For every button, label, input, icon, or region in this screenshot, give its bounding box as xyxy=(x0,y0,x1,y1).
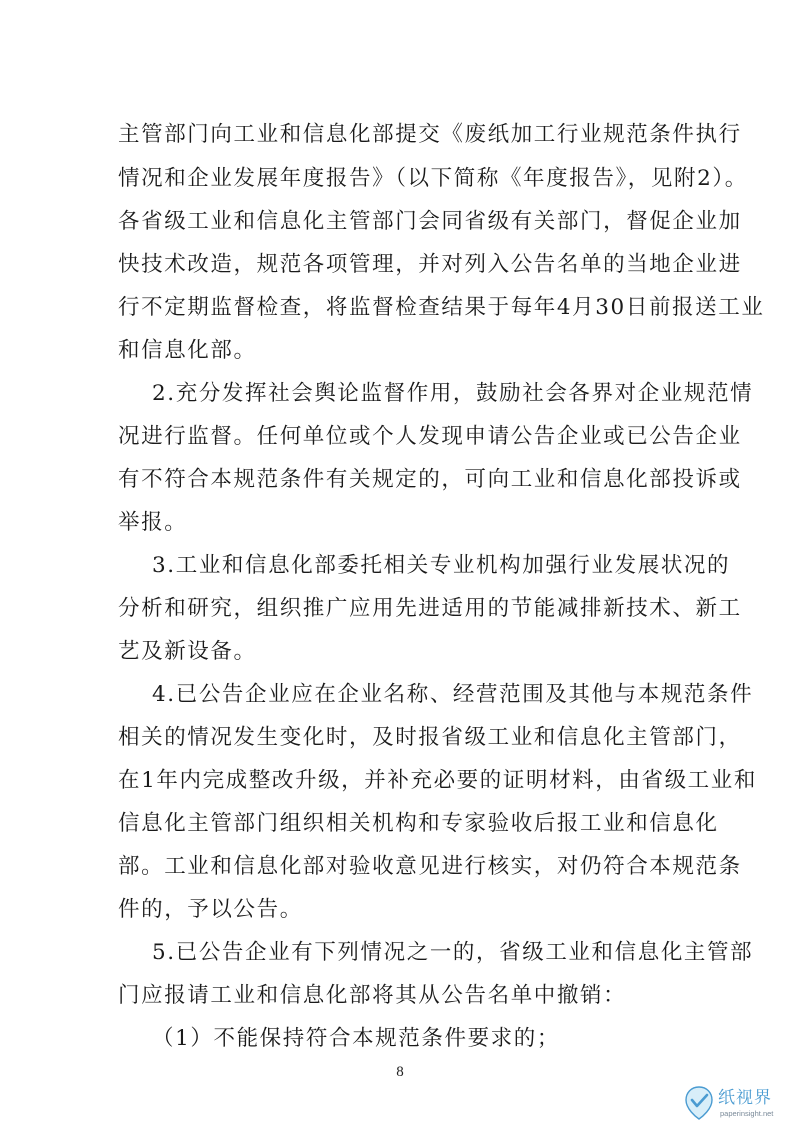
body-line: 情况和企业发展年度报告》（以下简称《年度报告》，见附2）。 xyxy=(118,166,748,191)
body-line: 举报。 xyxy=(118,510,188,535)
body-line: 分析和研究，组织推广应用先进适用的节能减排新技术、新工 xyxy=(118,596,742,621)
body-line: 行不定期监督检查，将监督检查结果于每年4月30日前报送工业 xyxy=(118,295,765,320)
body-line: 有不符合本规范条件有关规定的，可向工业和信息化部投诉或 xyxy=(118,467,742,492)
watermark xyxy=(684,1081,792,1125)
body-line: 快技术改造，规范各项管理，并对列入公告名单的当地企业进 xyxy=(118,252,742,277)
body-line: 艺及新设备。 xyxy=(118,639,257,664)
paragraph-4-start: 4.已公告企业应在企业名称、经营范围及其他与本规范条件 xyxy=(152,682,754,707)
paragraph-3-start: 3.工业和信息化部委托相关专业机构加强行业发展状况的 xyxy=(152,553,731,578)
page-number: 8 xyxy=(396,1064,404,1080)
body-line: 件的，予以公告。 xyxy=(118,897,303,922)
body-line: 和信息化部。 xyxy=(118,338,257,363)
watermark-url: paperinsight.net xyxy=(720,1109,774,1118)
watermark-brand: 纸视界 xyxy=(718,1088,772,1108)
paragraph-5-start: 5.已公告企业有下列情况之一的，省级工业和信息化主管部 xyxy=(152,940,754,965)
paper-insight-logo-icon xyxy=(684,1085,714,1121)
body-line: 在1年内完成整改升级，并补充必要的证明材料，由省级工业和 xyxy=(118,768,757,793)
body-line: 各省级工业和信息化主管部门会同省级有关部门，督促企业加 xyxy=(118,209,742,234)
body-line: 况进行监督。任何单位或个人发现申请公告企业或已公告企业 xyxy=(118,424,742,449)
body-line: 主管部门向工业和信息化部提交《废纸加工行业规范条件执行 xyxy=(118,122,742,147)
body-line: 信息化主管部门组织相关机构和专家验收后报工业和信息化 xyxy=(118,811,719,836)
paragraph-2-start: 2.充分发挥社会舆论监督作用，鼓励社会各界对企业规范情 xyxy=(152,381,754,406)
list-item-1: （1）不能保持符合本规范条件要求的； xyxy=(152,1026,560,1051)
body-line: 门应报请工业和信息化部将其从公告名单中撤销： xyxy=(118,983,627,1008)
body-line: 相关的情况发生变化时，及时报省级工业和信息化主管部门， xyxy=(118,725,742,750)
body-line: 部。工业和信息化部对验收意见进行核实，对仍符合本规范条 xyxy=(118,854,742,879)
